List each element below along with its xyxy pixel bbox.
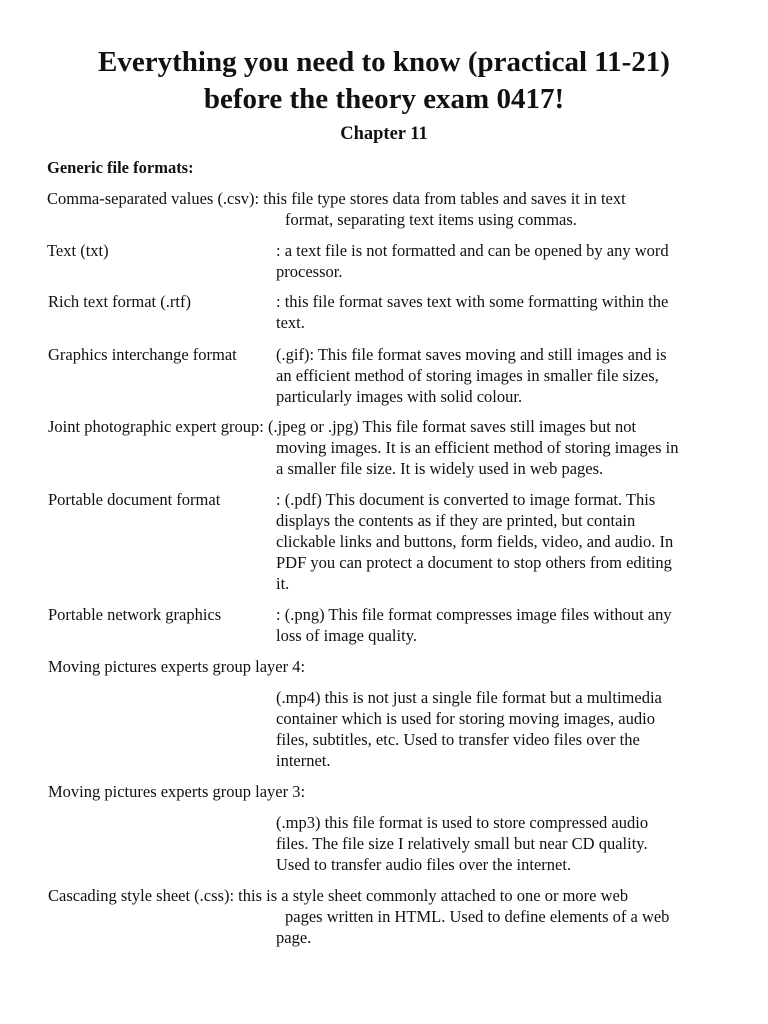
- entry-term: Portable document format: [48, 490, 221, 509]
- entry-line: : a text file is not formatted and can be opened by any word: [276, 241, 669, 260]
- entry-line: loss of image quality.: [276, 626, 417, 645]
- entry-line: (.mp3) this file format is used to store compressed audio: [276, 813, 649, 832]
- entry-term: Graphics interchange format: [48, 345, 237, 364]
- entry-line: : (.pdf) This document is converted to image format. This: [276, 490, 656, 509]
- entry-line: page.: [276, 928, 312, 947]
- entry-line: an efficient method of storing images in smaller file sizes,: [276, 366, 659, 385]
- title-line-1: Everything you need to know (practical 11-21): [98, 46, 670, 78]
- entry-line: : (.png) This file format compresses image files without any: [276, 605, 672, 624]
- entry-term: Text (txt): [47, 241, 109, 260]
- entry-line: pages written in HTML. Used to define elements of a web: [285, 907, 670, 926]
- entry-line: Used to transfer audio files over the internet.: [276, 855, 572, 874]
- chapter-heading: Chapter 11: [340, 124, 428, 144]
- entry-line: clickable links and buttons, form fields, video, and audio. In: [276, 532, 674, 551]
- entry-term: Comma-separated values (.csv): this file type stores data from tables and saves it in text: [47, 189, 626, 208]
- entry-line: internet.: [276, 751, 331, 770]
- section-heading: Generic file formats:: [47, 158, 194, 177]
- entry-line: PDF you can protect a document to stop others from editing: [276, 553, 672, 572]
- entry-line: files, subtitles, etc. Used to transfer video files over the: [276, 730, 640, 749]
- entry-term: Portable network graphics: [48, 605, 222, 624]
- entry-line: files. The file size I relatively small but near CD quality.: [276, 834, 648, 853]
- entry-line: displays the contents as if they are printed, but contain: [276, 511, 636, 530]
- entry-line: container which is used for storing moving images, audio: [276, 709, 655, 728]
- entry-line: it.: [276, 574, 290, 593]
- entry-line: processor.: [276, 262, 343, 281]
- entry-line: : this file format saves text with some formatting within the: [276, 292, 669, 311]
- entry-term: Moving pictures experts group layer 4:: [48, 657, 306, 676]
- entry-line: particularly images with solid colour.: [276, 387, 523, 406]
- entry-line: a smaller file size. It is widely used in web pages.: [276, 459, 604, 478]
- entry-line: (.gif): This file format saves moving and still images and is: [276, 345, 667, 364]
- title-line-2: before the theory exam 0417!: [203, 83, 565, 115]
- entry-term: Joint photographic expert group: (.jpeg or .jpg) This file format saves still images but not: [48, 417, 637, 436]
- entry-term: Moving pictures experts group layer 3:: [48, 782, 306, 801]
- entry-line: moving images. It is an efficient method of storing images in: [276, 438, 679, 457]
- document-title: [0, 44, 768, 118]
- entry-term: Cascading style sheet (.css): this is a style sheet commonly attached to one or more web: [48, 886, 629, 905]
- entry-line: text.: [276, 313, 305, 332]
- entry-line: format, separating text items using commas.: [285, 210, 577, 229]
- entry-line: (.mp4) this is not just a single file format but a multimedia: [276, 688, 662, 707]
- entry-term: Rich text format (.rtf): [48, 292, 191, 311]
